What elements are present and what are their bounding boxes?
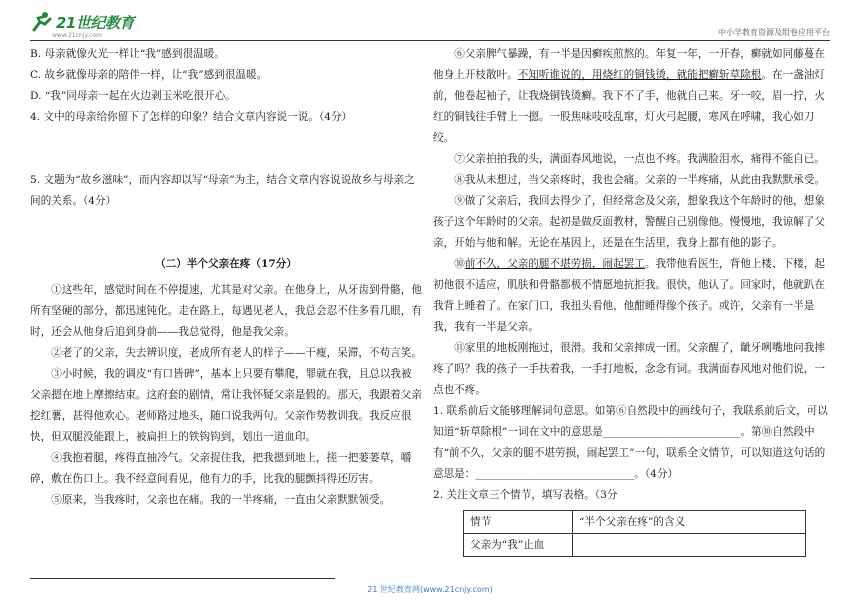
table-cell: 父亲为“我”止血 — [464, 534, 573, 557]
site-logo — [30, 10, 134, 34]
table-header-cell: 情节 — [464, 511, 573, 534]
answer-blank-2[interactable]: ______________________________ — [475, 468, 635, 480]
paragraph-7: ⑦父亲拍拍我的头，满面春风地说，一点也不疼。我满脸泪水，痛得不能自已。 — [454, 153, 825, 165]
logo-url: www.21cnjy.com — [52, 32, 102, 39]
paragraph-5: ⑤原来，当我疼时，父亲也在痛。我的一半疼痛，一直由父亲默默领受。 — [51, 494, 391, 506]
paragraph-9: ⑨做了父亲后，我回去得少了，但经常念及父亲，想象我这个年龄时的他，想象孩子这个年龄时的父亲。起初是做反面教材，警醒自己别像他。慢慢地，我谅解了父亲，开始与他和解。无论在基因上，还是在生活里，我身上都有他的影子。 — [433, 195, 825, 249]
plot-table — [463, 510, 806, 557]
table-header-cell: “半个父亲在疼”的含义 — [573, 511, 806, 534]
paragraph-4: ④我抱着腿，疼得直抽冷气。父亲捉住我，把我摁到地上，搓一把蒌蒌草，嚼碎，敷在伤口上。我不经意间看见，他有力的手，比我的腿颤抖得还厉害。 — [30, 452, 412, 485]
question-1 — [433, 401, 830, 485]
paragraph-2: ②老了的父亲，失去辨识度，老成所有老人的样子——干瘦，呆滞，不苟言笑。 — [51, 347, 422, 359]
logo-text: 21世纪教育 — [56, 13, 134, 32]
paragraph-3: ③小时候，我的调皮“有口皆碑”，基本上只要有攀爬，罪就在我，且总以我被父亲摁在地上摩擦结束。这府套的剧情，常让我怀疑父亲是假的。那天，我跟着父亲挖红薯，甚得他欢心。老师路过地头，随口说我两句。父亲作势教训我。我反应很快，但双腿没能跟上，被扁担上的铁钩钩到，划出一道血印。 — [30, 368, 422, 443]
option-c: C. 故乡就像母亲的陪伴一样，让“我”感到很温暖。 — [30, 69, 268, 81]
paragraph-10 — [433, 254, 830, 338]
paragraph-11: ⑪家里的地板刚拖过，很滑。我和父亲摔成一团。父亲醒了，龇牙咧嘴地问我摔疼了吗？我的孩子一手扶着我，一手打地板，念念有词。我满面春风地对他们说，一点也不疼。 — [433, 342, 825, 396]
option-d: D. “我”同母亲一起在火边剥玉米吃很开心。 — [30, 90, 236, 102]
paragraph-6 — [433, 44, 830, 149]
left-column — [30, 44, 422, 511]
header-platform-text: 中小学教育资源及组卷应用平台 — [718, 28, 830, 37]
question-1-score: 。（4分） — [634, 468, 679, 480]
right-column — [433, 44, 830, 557]
table-row — [464, 534, 806, 557]
question-5: 5. 文题为“故乡滋味”，而内容却以写“母亲”为主，结合文章内容说说故乡与母亲之间的关系。（4分） — [30, 174, 415, 207]
question-1-text-2: 。第⑩自然段中有“前不久，父亲的腿不堪劳损，闹起罢工”一句，联系全文情节，可以知道这句话的意思是： — [433, 426, 826, 480]
table-answer-cell[interactable] — [573, 534, 806, 557]
paragraph-10-number: ⑩ — [454, 258, 465, 270]
runner-logo-icon — [30, 10, 54, 34]
paragraph-6-text-rest: 。在一盏油灯前，他卷起袖子，让我烧铜钱烫癣。我下不了手，他就自己来。牙一咬，眉一拧，火红的铜钱往手臂上一摁。一股焦味吱吱乱窜，灯火弓起腰，寒风在呼啸，我心如刀绞。 — [433, 69, 825, 144]
question-1-text: 1. 联系前后文能够理解词句意思。如第⑥自然段中的画线句子，我联系前后文，可以知道“斩草除根”一词在文中的意思是 — [433, 405, 828, 438]
table-header-row — [464, 511, 806, 534]
paragraph-10-text: 。我带他看医生，背他上楼、下楼，起初他很不适应，肌肤和骨骼都极不情愿地抗拒我。很快，他认了。回家时，他就趴在我背上睡着了。在家门口，我扭头看他，他酣睡得像个孩子。或许，父亲有一半是我，我有一半是父亲。 — [433, 258, 825, 333]
paragraph-1: ①这些年，感觉时间在不停提速，尤其是对父亲。在他身上，从牙齿到骨骼，他所有坚硬的部分，都迅速钝化。走在路上，每遇见老人，我总会忍不住多看几眼，有时，还会从他身后追到身前——我总觉得，他是我父亲。 — [30, 284, 422, 338]
paragraph-8: ⑧我从未想过，当父亲疼时，我也会痛。父亲的一半疼痛，从此由我默默承受。 — [454, 174, 825, 186]
footer-text: 21 世纪教育网(www.21cnjy.com) — [367, 585, 493, 594]
paragraph-6-text: ⑥父亲脾气暴躁，有一半是因癣疾煎熬的。年复一年，一开春，癣就如同藤蔓在他身上开枝散叶。 — [433, 48, 825, 81]
footnote-divider — [30, 578, 335, 579]
answer-space-4 — [30, 128, 422, 170]
option-b: B. 母亲就像火光一样让“我”感到很温暖。 — [30, 48, 225, 60]
answer-space-5 — [30, 212, 422, 254]
answer-blank-1[interactable]: __________________________ — [602, 426, 741, 438]
header-divider — [30, 40, 830, 41]
underlined-sentence-10: 前不久，父亲的腿不堪劳损，闹起罢工 — [464, 258, 645, 270]
question-4: 4. 文中的母亲给你留下了怎样的印象？结合文章内容说一说。（4分） — [30, 111, 353, 123]
section-title: （二）半个父亲在疼（17分） — [155, 258, 297, 270]
question-2: 2. 关注文章三个情节，填写表格。（3分 — [433, 489, 618, 501]
underlined-sentence-6: 不知听谁说的，用烧红的铜钱烫，就能把癣斩草除根 — [517, 69, 762, 81]
